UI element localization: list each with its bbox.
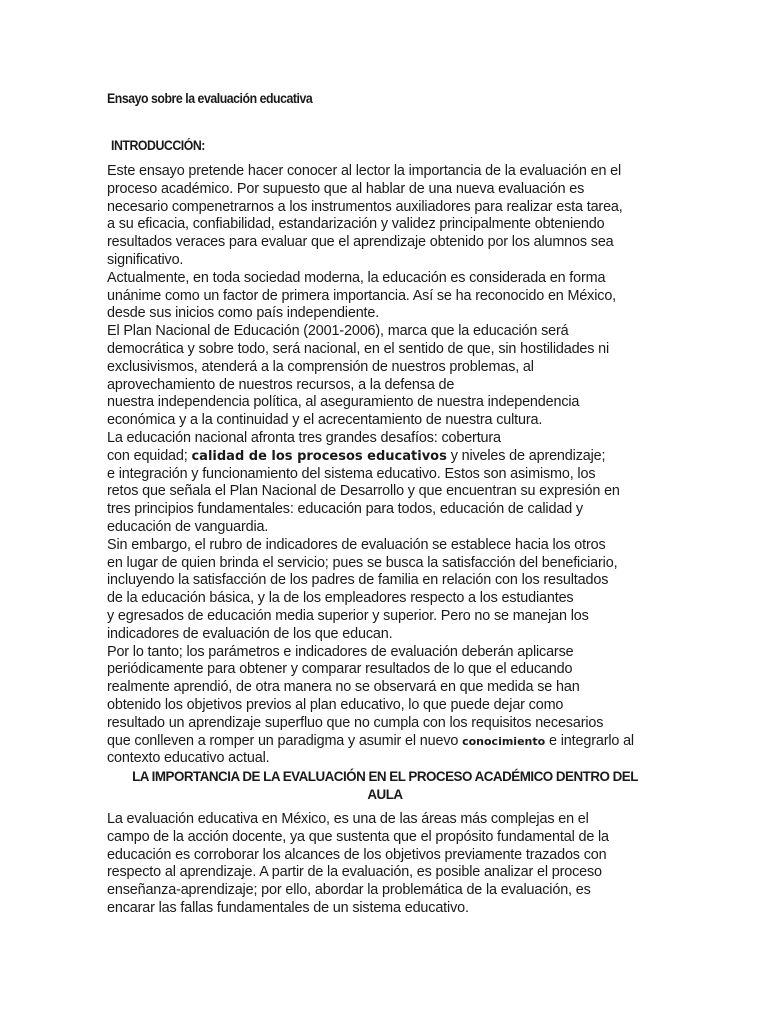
section-heading bbox=[107, 768, 663, 803]
text-line: desde sus inicios como país independiente. bbox=[107, 305, 380, 322]
text-line: La evaluación educativa en México, es una de las áreas más complejas en el bbox=[107, 811, 589, 827]
text-line: encarar las fallas fundamentales de un sistema educativo. bbox=[107, 899, 469, 916]
section-heading-line: AULA bbox=[367, 786, 403, 802]
document-title: Ensayo sobre la evaluación educativa bbox=[107, 91, 313, 106]
text-line: enseñanza-aprendizaje; por ello, abordar la problemática de la evaluación, es bbox=[107, 882, 591, 899]
introduction-heading: INTRODUCCIÓN: bbox=[111, 138, 205, 153]
text-line: Actualmente, en toda sociedad moderna, la educación es considerada en forma bbox=[107, 269, 606, 286]
text-line: y egresados de educación media superior y superior. Pero no se manejan los bbox=[107, 607, 589, 624]
text-line: de la educación básica, y la de los empleadores respecto a los estudiantes bbox=[107, 590, 574, 607]
text-run: que conlleven a romper un paradigma y asumir el nuevo bbox=[107, 732, 463, 749]
text-line-knowledge bbox=[107, 733, 667, 751]
text-line: El Plan Nacional de Educación (2001-2006), marca que la educación será bbox=[107, 323, 569, 340]
text-line: significativo. bbox=[107, 251, 184, 268]
section-body bbox=[107, 811, 667, 918]
section-heading-line: LA IMPORTANCIA DE LA EVALUACIÓN EN EL PROCESO ACADÉMICO DENTRO DEL bbox=[132, 769, 638, 784]
text-line: periódicamente para obtener y comparar resultados de lo que el educando bbox=[107, 661, 573, 678]
text-line: tres principios fundamentales: educación para todos, educación de calidad y bbox=[107, 501, 583, 518]
text-line: Sin embargo, el rubro de indicadores de evaluación se establece hacia los otros bbox=[107, 536, 606, 553]
bold-word-knowledge: conocimiento bbox=[462, 734, 546, 748]
text-run: y niveles de aprendizaje; bbox=[446, 447, 606, 464]
text-line: respecto al aprendizaje. A partir de la evaluación, es posible analizar el proceso bbox=[107, 864, 602, 881]
text-line: educación de vanguardia. bbox=[107, 518, 269, 535]
text-run: con equidad; bbox=[107, 447, 192, 464]
text-line-closing: contexto educativo actual. bbox=[107, 750, 270, 767]
text-line: campo de la acción docente, ya que sustenta que el propósito fundamental de la bbox=[107, 828, 609, 845]
text-line: e integración y funcionamiento del sistema educativo. Estos son asimismo, los bbox=[107, 465, 596, 482]
text-line: Este ensayo pretende hacer conocer al lector la importancia de la evaluación en el bbox=[107, 163, 622, 179]
text-line: nuestra independencia política, al aseguramiento de nuestra independencia bbox=[107, 394, 580, 411]
introduction-body bbox=[107, 163, 667, 768]
text-line: resultados veraces para evaluar que el aprendizaje obtenido por los alumnos sea bbox=[107, 234, 614, 251]
text-line: Por lo tanto; los parámetros e indicadores de evaluación deberán aplicarse bbox=[107, 643, 574, 660]
text-line: indicadores de evaluación de los que educan. bbox=[107, 625, 393, 642]
text-line: obtenido los objetivos previos al plan educativo, lo que puede dejar como bbox=[107, 696, 564, 713]
text-line: necesario compenetrarnos a los instrumentos auxiliadores para realizar esta tarea, bbox=[107, 198, 623, 215]
text-line: La educación nacional afronta tres grandes desafíos: cobertura bbox=[107, 429, 501, 446]
text-line: retos que señala el Plan Nacional de Desarrollo y que encuentran su expresión en bbox=[107, 483, 620, 500]
text-line-equity bbox=[107, 448, 667, 466]
text-line: en lugar de quien brinda el servicio; pues se busca la satisfacción del beneficiario, bbox=[107, 554, 618, 571]
bold-phrase-quality: calidad de los procesos educativos bbox=[191, 448, 447, 464]
text-line: unánime como un factor de primera importancia. Así se ha reconocido en México, bbox=[107, 287, 617, 304]
text-line: realmente aprendió, de otra manera no se observará en que medida se han bbox=[107, 679, 580, 696]
text-line: resultado un aprendizaje superfluo que no cumpla con los requisitos necesarios bbox=[107, 714, 604, 731]
text-line: educación es corroborar los alcances de los objetivos previamente trazados con bbox=[107, 846, 607, 863]
text-line: a su eficacia, confiabilidad, estandarización y validez principalmente obteniendo bbox=[107, 216, 605, 233]
text-line: incluyendo la satisfacción de los padres de familia en relación con los resultados bbox=[107, 572, 609, 589]
text-run: e integrarlo al bbox=[545, 732, 634, 749]
text-line: aprovechamiento de nuestros recursos, a la defensa de bbox=[107, 376, 455, 393]
text-line: económica y a la continuidad y el acrecentamiento de nuestra cultura. bbox=[107, 412, 543, 429]
text-line: democrática y sobre todo, será nacional, en el sentido de que, sin hostilidades ni bbox=[107, 340, 610, 357]
text-line: proceso académico. Por supuesto que al hablar de una nueva evaluación es bbox=[107, 180, 585, 197]
text-line: exclusivismos, atenderá a la comprensión de nuestros problemas, al bbox=[107, 358, 534, 375]
